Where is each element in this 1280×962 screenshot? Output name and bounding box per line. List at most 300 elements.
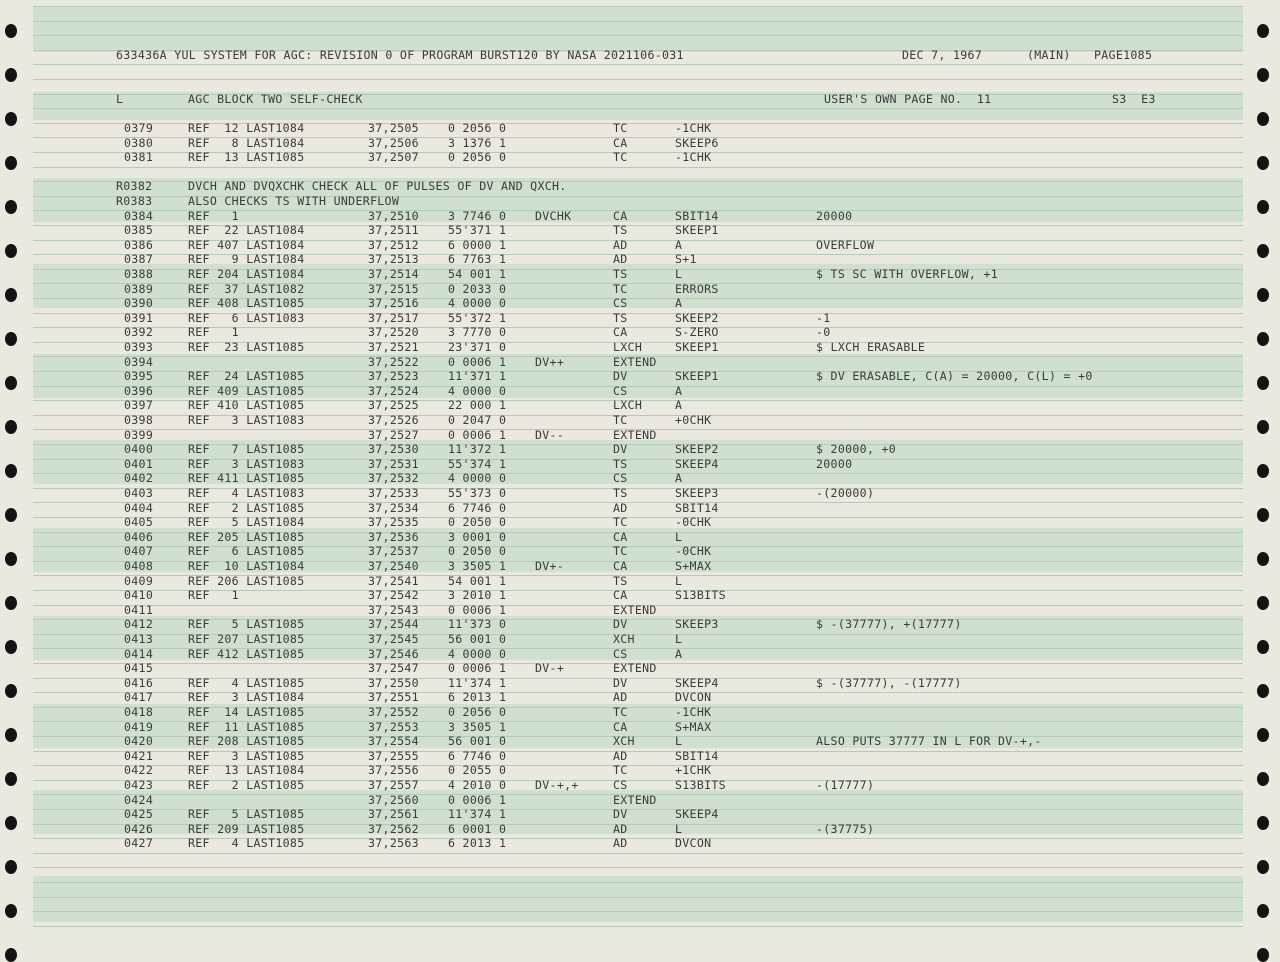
line-number: 0391 xyxy=(124,311,154,325)
operand: SKEEP4 xyxy=(675,676,719,690)
feed-hole xyxy=(1257,904,1269,918)
operand: S+MAX xyxy=(675,559,712,573)
operand: ERRORS xyxy=(675,282,719,296)
address: 37,2513 xyxy=(368,252,419,266)
octal-word: 22 000 1 xyxy=(448,398,507,412)
ref-field: REF 4 LAST1083 xyxy=(188,486,305,500)
octal-word: 0 2050 0 xyxy=(448,544,507,558)
operand: -1CHK xyxy=(675,150,712,164)
subheader-codes: S3 E3 xyxy=(1112,92,1156,106)
opcode: AD xyxy=(613,501,628,515)
line-number: 0415 xyxy=(124,661,154,675)
opcode: TS xyxy=(613,486,628,500)
address: 37,2550 xyxy=(368,676,419,690)
operand: -0CHK xyxy=(675,544,712,558)
line-number: 0380 xyxy=(124,136,154,150)
operand: +0CHK xyxy=(675,413,712,427)
header-main: (MAIN) xyxy=(1027,48,1071,62)
comment: -(20000) xyxy=(816,486,875,500)
address: 37,2514 xyxy=(368,267,419,281)
line-number: 0418 xyxy=(124,705,154,719)
feed-hole xyxy=(5,948,17,962)
operand: -1CHK xyxy=(675,121,712,135)
opcode: CA xyxy=(613,209,628,223)
ref-field: REF 1 xyxy=(188,588,239,602)
ruled-line xyxy=(33,21,1243,22)
remark-text: DVCH AND DVQXCHK CHECK ALL OF PULSES OF DV AND QXCH. xyxy=(188,179,567,193)
comment: 20000 xyxy=(816,209,853,223)
line-number: 0427 xyxy=(124,836,154,850)
operand: S13BITS xyxy=(675,778,726,792)
ref-field: REF 9 LAST1084 xyxy=(188,252,305,266)
opcode: EXTEND xyxy=(613,793,657,807)
line-number: 0386 xyxy=(124,238,154,252)
address: 37,2551 xyxy=(368,690,419,704)
feed-hole xyxy=(1257,552,1269,566)
address: 37,2561 xyxy=(368,807,419,821)
statement-label: DV-- xyxy=(535,428,565,442)
octal-word: 0 2055 0 xyxy=(448,763,507,777)
octal-word: 6 0000 1 xyxy=(448,238,507,252)
opcode: TS xyxy=(613,223,628,237)
ref-field: REF 410 LAST1085 xyxy=(188,398,305,412)
opcode: AD xyxy=(613,836,628,850)
green-bar xyxy=(33,6,1243,52)
address: 37,2506 xyxy=(368,136,419,150)
opcode: CS xyxy=(613,384,628,398)
opcode: DV xyxy=(613,676,628,690)
octal-word: 0 2047 0 xyxy=(448,413,507,427)
opcode: CA xyxy=(613,325,628,339)
feed-hole xyxy=(5,508,17,522)
address: 37,2544 xyxy=(368,617,419,631)
ref-field: REF 209 LAST1085 xyxy=(188,822,305,836)
ref-field: REF 206 LAST1085 xyxy=(188,574,305,588)
line-number: R0382 xyxy=(116,179,153,193)
ruled-line xyxy=(33,167,1243,168)
octal-word: 55'372 1 xyxy=(448,311,507,325)
feed-hole xyxy=(1257,376,1269,390)
opcode: TC xyxy=(613,763,628,777)
address: 37,2541 xyxy=(368,574,419,588)
ref-field: REF 5 LAST1085 xyxy=(188,617,305,631)
opcode: EXTEND xyxy=(613,661,657,675)
operand: A xyxy=(675,296,683,310)
octal-word: 3 3505 1 xyxy=(448,559,507,573)
octal-word: 6 7746 0 xyxy=(448,749,507,763)
line-number: 0410 xyxy=(124,588,154,602)
header-page: PAGE1085 xyxy=(1094,48,1153,62)
octal-word: 6 7763 1 xyxy=(448,252,507,266)
feed-hole xyxy=(1257,596,1269,610)
comment: ALSO PUTS 37777 IN L FOR DV-+,- xyxy=(816,734,1042,748)
line-number: 0424 xyxy=(124,793,154,807)
operand: SBIT14 xyxy=(675,501,719,515)
ruled-line xyxy=(33,897,1243,898)
statement-label: DV+- xyxy=(535,559,565,573)
operand: +1CHK xyxy=(675,763,712,777)
octal-word: 0 0006 1 xyxy=(448,793,507,807)
octal-word: 0 2033 0 xyxy=(448,282,507,296)
operand: L xyxy=(675,530,683,544)
comment: $ -(37777), +(17777) xyxy=(816,617,962,631)
feed-hole xyxy=(5,200,17,214)
feed-hole xyxy=(5,640,17,654)
statement-label: DVCHK xyxy=(535,209,572,223)
comment: 20000 xyxy=(816,457,853,471)
opcode: CS xyxy=(613,471,628,485)
octal-word: 23'371 0 xyxy=(448,340,507,354)
feed-hole xyxy=(1257,860,1269,874)
ref-field: REF 14 LAST1085 xyxy=(188,705,305,719)
operand: S+MAX xyxy=(675,720,712,734)
comment: $ TS SC WITH OVERFLOW, +1 xyxy=(816,267,999,281)
octal-word: 4 0000 0 xyxy=(448,647,507,661)
octal-word: 6 7746 0 xyxy=(448,501,507,515)
ruled-line xyxy=(33,64,1243,65)
ref-field: REF 23 LAST1085 xyxy=(188,340,305,354)
octal-word: 54 001 1 xyxy=(448,267,507,281)
line-number: 0421 xyxy=(124,749,154,763)
operand: A xyxy=(675,238,683,252)
line-number: 0426 xyxy=(124,822,154,836)
ref-field: REF 1 xyxy=(188,325,239,339)
octal-word: 4 0000 0 xyxy=(448,471,507,485)
ref-field: REF 2 LAST1085 xyxy=(188,501,305,515)
feed-hole xyxy=(1257,464,1269,478)
ref-field: REF 13 LAST1084 xyxy=(188,763,305,777)
ref-field: REF 412 LAST1085 xyxy=(188,647,305,661)
line-number: 0425 xyxy=(124,807,154,821)
operand: SKEEP4 xyxy=(675,807,719,821)
operand: SKEEP4 xyxy=(675,457,719,471)
ruled-line xyxy=(33,79,1243,80)
ref-field: REF 7 LAST1085 xyxy=(188,442,305,456)
octal-word: 55'373 0 xyxy=(448,486,507,500)
operand: L xyxy=(675,267,683,281)
feed-hole xyxy=(1257,112,1269,126)
operand: A xyxy=(675,398,683,412)
opcode: EXTEND xyxy=(613,603,657,617)
opcode: TC xyxy=(613,282,628,296)
ruled-line xyxy=(33,6,1243,7)
opcode: AD xyxy=(613,252,628,266)
ref-field: REF 411 LAST1085 xyxy=(188,471,305,485)
ref-field: REF 5 LAST1084 xyxy=(188,515,305,529)
ref-field: REF 208 LAST1085 xyxy=(188,734,305,748)
octal-word: 3 7770 0 xyxy=(448,325,507,339)
ref-field: REF 11 LAST1085 xyxy=(188,720,305,734)
ref-field: REF 4 LAST1085 xyxy=(188,676,305,690)
line-number: 0409 xyxy=(124,574,154,588)
opcode: AD xyxy=(613,690,628,704)
octal-word: 55'374 1 xyxy=(448,457,507,471)
line-number: 0398 xyxy=(124,413,154,427)
line-number: 0395 xyxy=(124,369,154,383)
opcode: CA xyxy=(613,136,628,150)
feed-hole xyxy=(1257,332,1269,346)
ref-field: REF 204 LAST1084 xyxy=(188,267,305,281)
line-number: 0394 xyxy=(124,355,154,369)
opcode: TC xyxy=(613,413,628,427)
line-number: 0406 xyxy=(124,530,154,544)
feed-hole xyxy=(1257,200,1269,214)
feed-hole xyxy=(1257,288,1269,302)
feed-hole xyxy=(5,420,17,434)
ref-field: REF 22 LAST1084 xyxy=(188,223,305,237)
feed-hole xyxy=(1257,156,1269,170)
line-number: 0384 xyxy=(124,209,154,223)
ref-field: REF 12 LAST1084 xyxy=(188,121,305,135)
ruled-line xyxy=(33,882,1243,883)
feed-hole xyxy=(5,288,17,302)
feed-hole xyxy=(5,332,17,346)
feed-hole xyxy=(5,904,17,918)
line-number: 0417 xyxy=(124,690,154,704)
line-number: 0403 xyxy=(124,486,154,500)
operand: SKEEP6 xyxy=(675,136,719,150)
feed-hole xyxy=(1257,508,1269,522)
address: 37,2563 xyxy=(368,836,419,850)
opcode: XCH xyxy=(613,734,635,748)
ref-field: REF 205 LAST1085 xyxy=(188,530,305,544)
address: 37,2545 xyxy=(368,632,419,646)
operand: L xyxy=(675,822,683,836)
address: 37,2546 xyxy=(368,647,419,661)
address: 37,2547 xyxy=(368,661,419,675)
address: 37,2560 xyxy=(368,793,419,807)
octal-word: 3 2010 1 xyxy=(448,588,507,602)
comment: OVERFLOW xyxy=(816,238,875,252)
line-number: 0390 xyxy=(124,296,154,310)
feed-hole xyxy=(1257,948,1269,962)
address: 37,2536 xyxy=(368,530,419,544)
comment: -1 xyxy=(816,311,831,325)
ref-field: REF 207 LAST1085 xyxy=(188,632,305,646)
address: 37,2537 xyxy=(368,544,419,558)
opcode: XCH xyxy=(613,632,635,646)
address: 37,2554 xyxy=(368,734,419,748)
address: 37,2522 xyxy=(368,355,419,369)
line-number: 0393 xyxy=(124,340,154,354)
ref-field: REF 1 xyxy=(188,209,239,223)
subheader-users-page: USER'S OWN PAGE NO. 11 xyxy=(824,92,992,106)
line-number: 0397 xyxy=(124,398,154,412)
subheader-title: AGC BLOCK TWO SELF-CHECK xyxy=(188,92,363,106)
opcode: CA xyxy=(613,588,628,602)
address: 37,2516 xyxy=(368,296,419,310)
ref-field: REF 6 LAST1085 xyxy=(188,544,305,558)
address: 37,2562 xyxy=(368,822,419,836)
opcode: TS xyxy=(613,311,628,325)
line-number: 0419 xyxy=(124,720,154,734)
ref-field: REF 4 LAST1085 xyxy=(188,836,305,850)
opcode: EXTEND xyxy=(613,355,657,369)
octal-word: 3 7746 0 xyxy=(448,209,507,223)
octal-word: 0 0006 1 xyxy=(448,428,507,442)
line-number: 0407 xyxy=(124,544,154,558)
address: 37,2527 xyxy=(368,428,419,442)
octal-word: 56 001 0 xyxy=(448,734,507,748)
ref-field: REF 3 LAST1083 xyxy=(188,457,305,471)
address: 37,2505 xyxy=(368,121,419,135)
ref-field: REF 24 LAST1085 xyxy=(188,369,305,383)
ruled-line xyxy=(33,911,1243,912)
feed-hole xyxy=(5,772,17,786)
opcode: TS xyxy=(613,574,628,588)
opcode: DV xyxy=(613,807,628,821)
operand: S-ZERO xyxy=(675,325,719,339)
octal-word: 6 2013 1 xyxy=(448,690,507,704)
feed-hole xyxy=(5,244,17,258)
opcode: TS xyxy=(613,267,628,281)
line-number: 0401 xyxy=(124,457,154,471)
opcode: CS xyxy=(613,296,628,310)
ref-field: REF 408 LAST1085 xyxy=(188,296,305,310)
address: 37,2515 xyxy=(368,282,419,296)
line-number: 0422 xyxy=(124,763,154,777)
feed-hole xyxy=(1257,772,1269,786)
feed-hole xyxy=(1257,816,1269,830)
address: 37,2543 xyxy=(368,603,419,617)
ruled-line xyxy=(33,867,1243,868)
line-number: 0385 xyxy=(124,223,154,237)
opcode: TC xyxy=(613,705,628,719)
opcode: TC xyxy=(613,121,628,135)
operand: DVCON xyxy=(675,836,712,850)
opcode: CA xyxy=(613,530,628,544)
octal-word: 3 1376 1 xyxy=(448,136,507,150)
feed-hole xyxy=(1257,68,1269,82)
subheader-l: L xyxy=(116,92,124,106)
statement-label: DV-+ xyxy=(535,661,565,675)
line-number: 0408 xyxy=(124,559,154,573)
operand: SBIT14 xyxy=(675,749,719,763)
ref-field: REF 3 LAST1084 xyxy=(188,690,305,704)
octal-word: 4 2010 0 xyxy=(448,778,507,792)
comment: -(37775) xyxy=(816,822,875,836)
feed-hole xyxy=(1257,24,1269,38)
line-number: 0413 xyxy=(124,632,154,646)
line-number: 0389 xyxy=(124,282,154,296)
octal-word: 11'372 1 xyxy=(448,442,507,456)
line-number: 0381 xyxy=(124,150,154,164)
line-number: 0405 xyxy=(124,515,154,529)
octal-word: 0 0006 1 xyxy=(448,355,507,369)
opcode: AD xyxy=(613,238,628,252)
ref-field: REF 37 LAST1082 xyxy=(188,282,305,296)
operand: A xyxy=(675,647,683,661)
operand: SKEEP3 xyxy=(675,486,719,500)
feed-hole xyxy=(5,684,17,698)
ruled-line xyxy=(33,108,1243,109)
comment: $ 20000, +0 xyxy=(816,442,897,456)
line-number: 0400 xyxy=(124,442,154,456)
feed-hole xyxy=(1257,728,1269,742)
ref-field: REF 2 LAST1085 xyxy=(188,778,305,792)
opcode: TS xyxy=(613,457,628,471)
operand: SKEEP2 xyxy=(675,442,719,456)
octal-word: 4 0000 0 xyxy=(448,296,507,310)
line-number: R0383 xyxy=(116,194,153,208)
operand: SBIT14 xyxy=(675,209,719,223)
line-number: 0399 xyxy=(124,428,154,442)
feed-hole xyxy=(1257,684,1269,698)
feed-hole xyxy=(5,596,17,610)
octal-word: 3 0001 0 xyxy=(448,530,507,544)
comment: $ DV ERASABLE, C(A) = 20000, C(L) = +0 xyxy=(816,369,1093,383)
comment: $ LXCH ERASABLE xyxy=(816,340,926,354)
feed-hole xyxy=(5,728,17,742)
octal-word: 11'374 1 xyxy=(448,676,507,690)
line-number: 0423 xyxy=(124,778,154,792)
opcode: DV xyxy=(613,369,628,383)
octal-word: 0 2050 0 xyxy=(448,515,507,529)
octal-word: 11'374 1 xyxy=(448,807,507,821)
octal-word: 54 001 1 xyxy=(448,574,507,588)
address: 37,2555 xyxy=(368,749,419,763)
opcode: TC xyxy=(613,544,628,558)
operand: DVCON xyxy=(675,690,712,704)
ref-field: REF 409 LAST1085 xyxy=(188,384,305,398)
line-number: 0412 xyxy=(124,617,154,631)
operand: L xyxy=(675,574,683,588)
operand: SKEEP1 xyxy=(675,223,719,237)
feed-hole xyxy=(5,860,17,874)
octal-word: 0 2056 0 xyxy=(448,705,507,719)
address: 37,2542 xyxy=(368,588,419,602)
octal-word: 0 2056 0 xyxy=(448,121,507,135)
octal-word: 6 2013 1 xyxy=(448,836,507,850)
opcode: EXTEND xyxy=(613,428,657,442)
line-number: 0411 xyxy=(124,603,154,617)
operand: L xyxy=(675,734,683,748)
feed-hole xyxy=(1257,420,1269,434)
operand: A xyxy=(675,384,683,398)
address: 37,2511 xyxy=(368,223,419,237)
line-number: 0402 xyxy=(124,471,154,485)
opcode: AD xyxy=(613,749,628,763)
ruled-line xyxy=(33,853,1243,854)
opcode: CA xyxy=(613,720,628,734)
ref-field: REF 3 LAST1085 xyxy=(188,749,305,763)
feed-hole xyxy=(1257,640,1269,654)
address: 37,2524 xyxy=(368,384,419,398)
address: 37,2535 xyxy=(368,515,419,529)
comment: -(17777) xyxy=(816,778,875,792)
ref-field: REF 10 LAST1084 xyxy=(188,559,305,573)
ref-field: REF 5 LAST1085 xyxy=(188,807,305,821)
feed-hole xyxy=(5,376,17,390)
operand: SKEEP1 xyxy=(675,369,719,383)
operand: A xyxy=(675,471,683,485)
address: 37,2507 xyxy=(368,150,419,164)
address: 37,2553 xyxy=(368,720,419,734)
feed-hole xyxy=(5,68,17,82)
address: 37,2525 xyxy=(368,398,419,412)
operand: SKEEP2 xyxy=(675,311,719,325)
feed-hole xyxy=(5,112,17,126)
header-date: DEC 7, 1967 xyxy=(902,48,983,62)
feed-hole xyxy=(5,552,17,566)
octal-word: 55'371 1 xyxy=(448,223,507,237)
opcode: CA xyxy=(613,559,628,573)
opcode: DV xyxy=(613,617,628,631)
feed-hole xyxy=(5,816,17,830)
comment: $ -(37777), -(17777) xyxy=(816,676,962,690)
address: 37,2552 xyxy=(368,705,419,719)
octal-word: 6 0001 0 xyxy=(448,822,507,836)
